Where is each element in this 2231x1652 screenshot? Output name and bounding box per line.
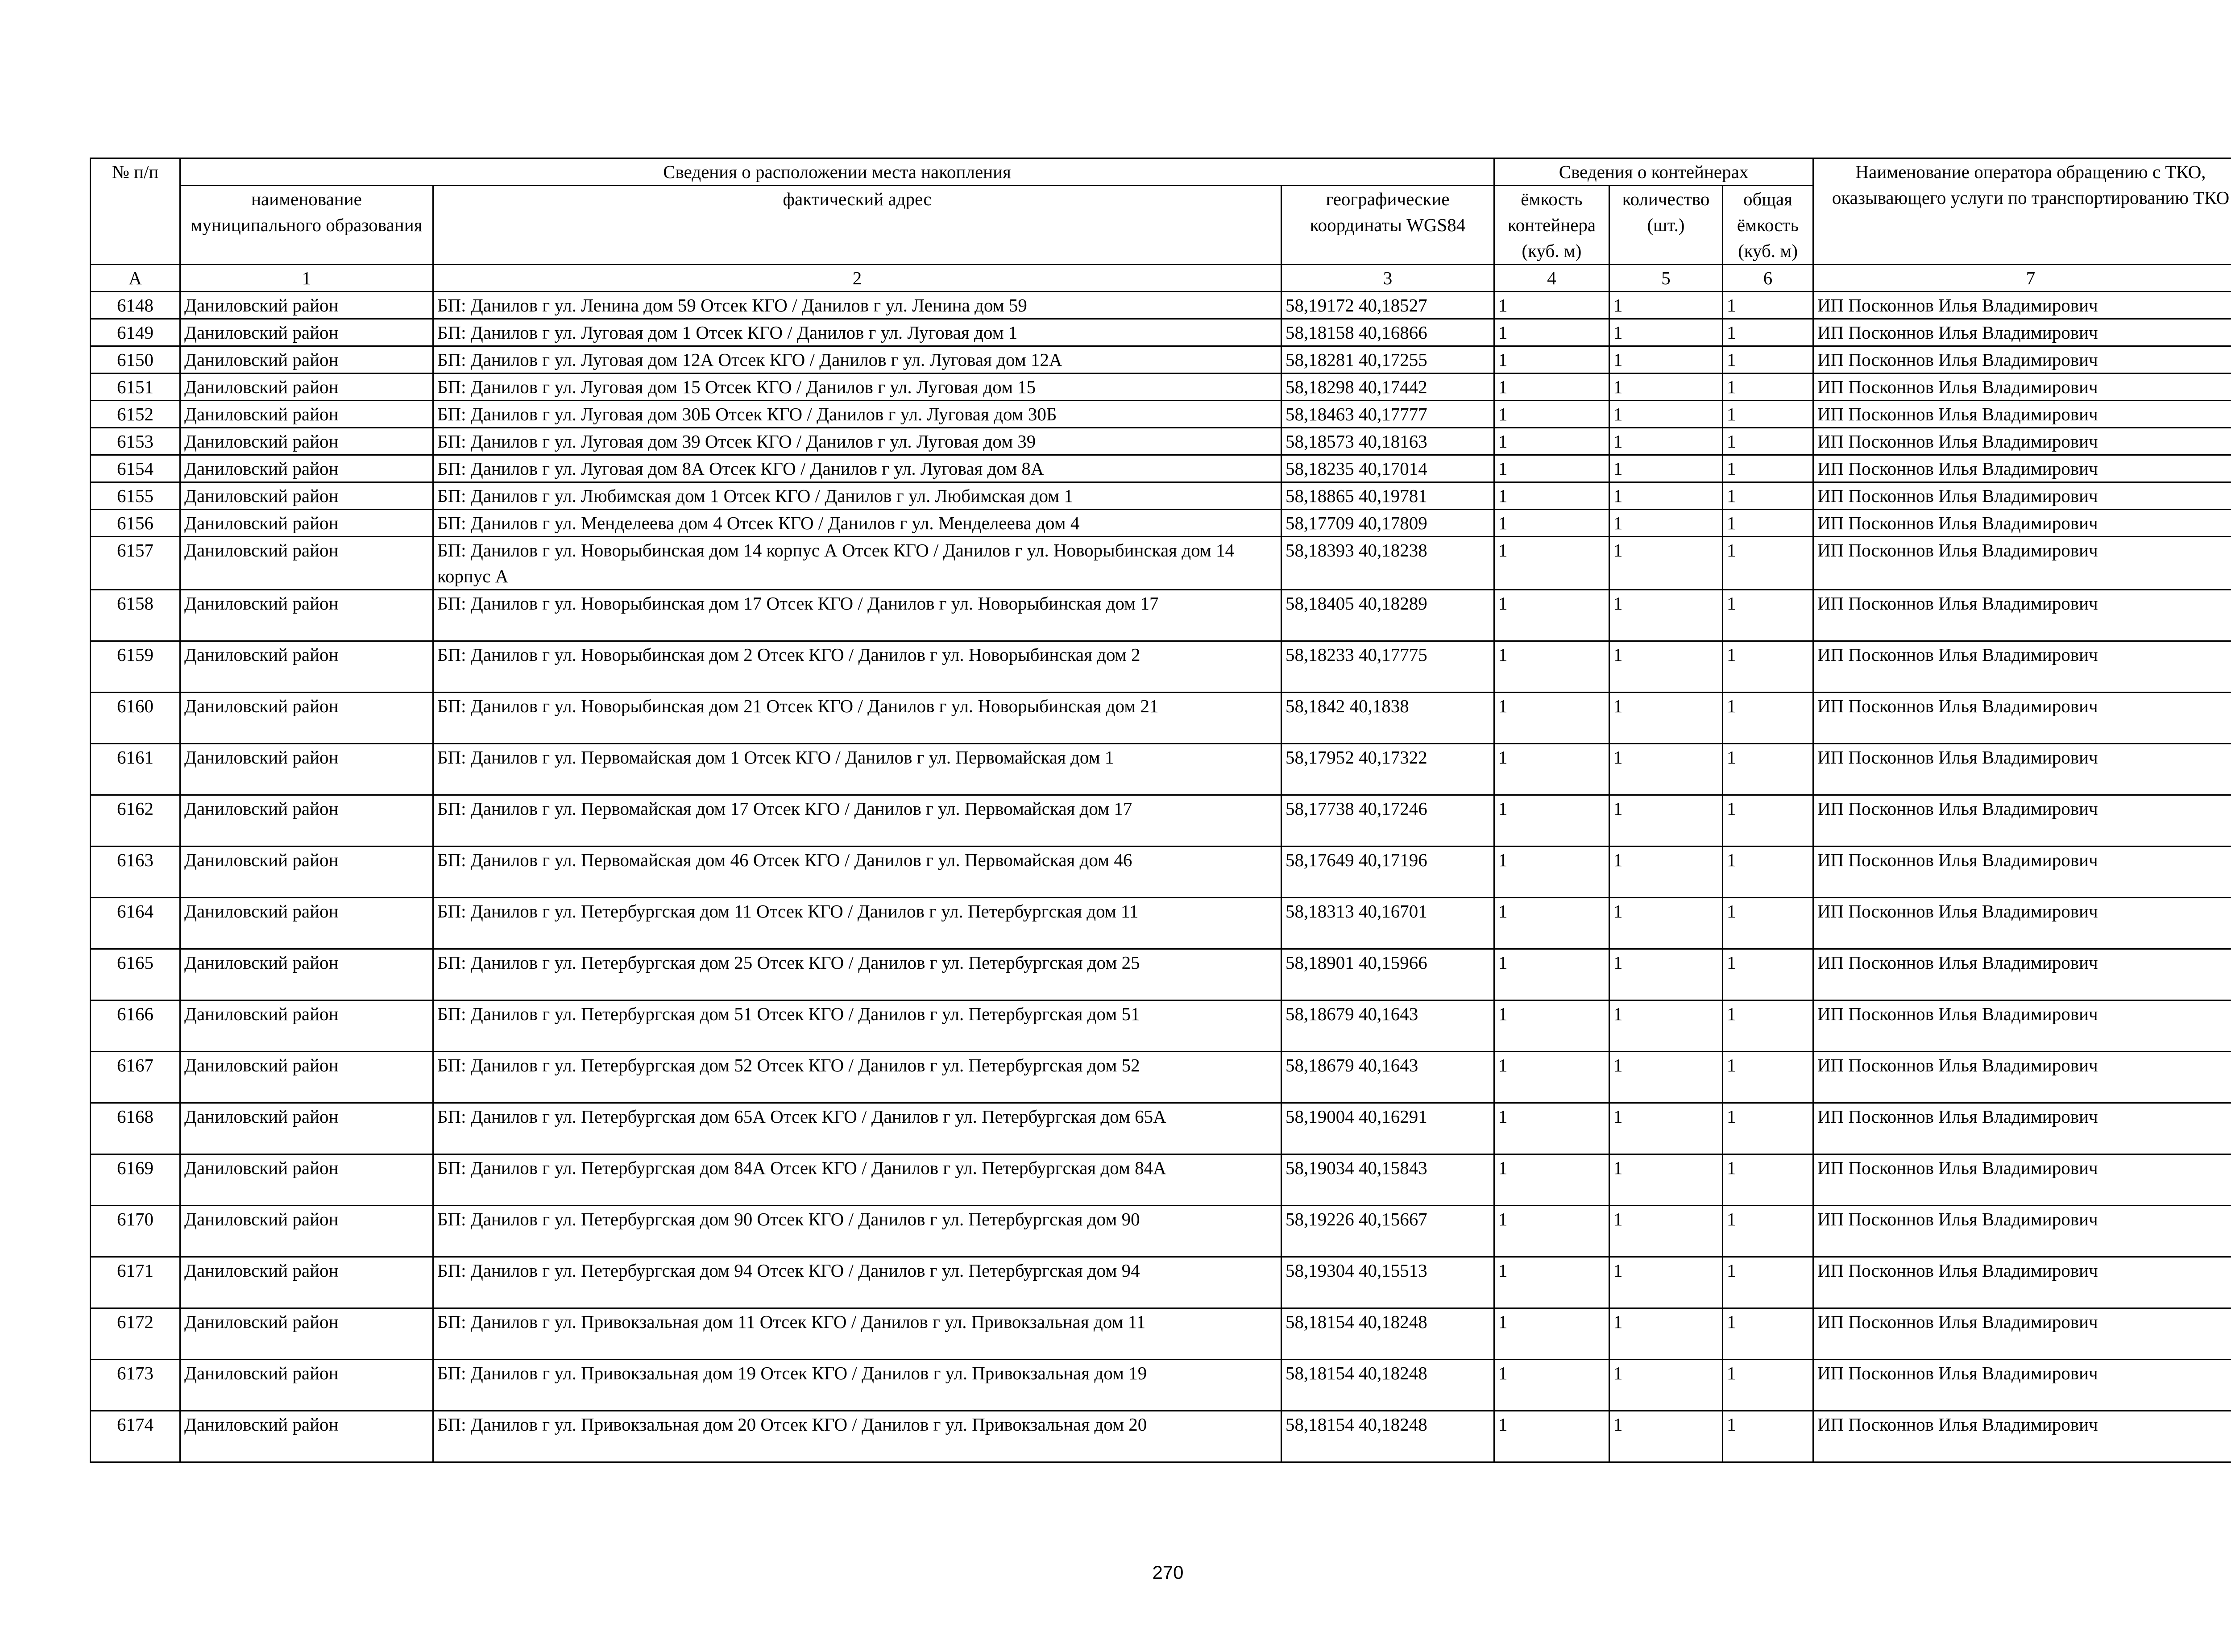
address-cell: БП: Данилов г ул. Привокзальная дом 20 Отсек КГО / Данилов г ул. Привокзальная дом 20 [433, 1411, 1281, 1462]
column-index: 6 [1723, 265, 1813, 292]
total-cell: 1 [1723, 949, 1813, 1000]
table-row [91, 1360, 2231, 1411]
total-cell: 1 [1723, 1411, 1813, 1462]
operator-cell: ИП Посконнов Илья Владимирович [1813, 1154, 2231, 1206]
municipality-cell: Даниловский район [180, 1308, 433, 1360]
total-cell: 1 [1723, 292, 1813, 319]
address-cell: БП: Данилов г ул. Первомайская дом 17 Отсек КГО / Данилов г ул. Первомайская дом 17 [433, 795, 1281, 847]
registry-table [90, 158, 2231, 1463]
municipality-cell: Даниловский район [180, 455, 433, 482]
coords-cell: 58,18154 40,18248 [1281, 1411, 1494, 1462]
total-cell: 1 [1723, 1103, 1813, 1154]
row-number: 6149 [91, 319, 180, 346]
address-cell: БП: Данилов г ул. Петербургская дом 11 Отсек КГО / Данилов г ул. Петербургская дом 11 [433, 898, 1281, 949]
coords-cell: 58,18865 40,19781 [1281, 482, 1494, 510]
total-cell: 1 [1723, 795, 1813, 847]
operator-cell: ИП Посконнов Илья Владимирович [1813, 455, 2231, 482]
coords-cell: 58,19034 40,15843 [1281, 1154, 1494, 1206]
table-row [91, 898, 2231, 949]
header-capacity: ёмкость контейнера (куб. м) [1494, 186, 1609, 265]
operator-cell: ИП Посконнов Илья Владимирович [1813, 1052, 2231, 1103]
table-row [91, 847, 2231, 898]
table-row [91, 1052, 2231, 1103]
row-number: 6169 [91, 1154, 180, 1206]
capacity-cell: 1 [1494, 744, 1609, 795]
capacity-cell: 1 [1494, 693, 1609, 744]
municipality-cell: Даниловский район [180, 641, 433, 693]
capacity-cell: 1 [1494, 319, 1609, 346]
address-cell: БП: Данилов г ул. Петербургская дом 84А Отсек КГО / Данилов г ул. Петербургская дом 84А [433, 1154, 1281, 1206]
row-number: 6173 [91, 1360, 180, 1411]
capacity-cell: 1 [1494, 949, 1609, 1000]
capacity-cell: 1 [1494, 1000, 1609, 1052]
count-cell: 1 [1609, 1206, 1723, 1257]
total-cell: 1 [1723, 1360, 1813, 1411]
operator-cell: ИП Посконнов Илья Владимирович [1813, 744, 2231, 795]
coords-cell: 58,18405 40,18289 [1281, 590, 1494, 641]
coords-cell: 58,17709 40,17809 [1281, 510, 1494, 537]
address-cell: БП: Данилов г ул. Ленина дом 59 Отсек КГО / Данилов г ул. Ленина дом 59 [433, 292, 1281, 319]
row-number: 6172 [91, 1308, 180, 1360]
total-cell: 1 [1723, 510, 1813, 537]
row-number: 6171 [91, 1257, 180, 1308]
row-number: 6152 [91, 401, 180, 428]
count-cell: 1 [1609, 537, 1723, 590]
column-index: 4 [1494, 265, 1609, 292]
address-cell: БП: Данилов г ул. Новорыбинская дом 14 корпус А Отсек КГО / Данилов г ул. Новорыбинская дом 14 корпус А [433, 537, 1281, 590]
count-cell: 1 [1609, 1000, 1723, 1052]
municipality-cell: Даниловский район [180, 1206, 433, 1257]
row-number: 6157 [91, 537, 180, 590]
total-cell: 1 [1723, 847, 1813, 898]
operator-cell: ИП Посконнов Илья Владимирович [1813, 428, 2231, 455]
operator-cell: ИП Посконнов Илья Владимирович [1813, 292, 2231, 319]
row-number: 6163 [91, 847, 180, 898]
capacity-cell: 1 [1494, 1206, 1609, 1257]
capacity-cell: 1 [1494, 455, 1609, 482]
operator-cell: ИП Посконнов Илья Владимирович [1813, 1257, 2231, 1308]
table-row [91, 1411, 2231, 1462]
address-cell: БП: Данилов г ул. Луговая дом 39 Отсек КГО / Данилов г ул. Луговая дом 39 [433, 428, 1281, 455]
capacity-cell: 1 [1494, 1154, 1609, 1206]
coords-cell: 58,18313 40,16701 [1281, 898, 1494, 949]
operator-cell: ИП Посконнов Илья Владимирович [1813, 510, 2231, 537]
coords-cell: 58,18393 40,18238 [1281, 537, 1494, 590]
total-cell: 1 [1723, 693, 1813, 744]
row-number: 6154 [91, 455, 180, 482]
count-cell: 1 [1609, 401, 1723, 428]
capacity-cell: 1 [1494, 1257, 1609, 1308]
row-number: 6156 [91, 510, 180, 537]
municipality-cell: Даниловский район [180, 1052, 433, 1103]
header-count: количество (шт.) [1609, 186, 1723, 265]
capacity-cell: 1 [1494, 1411, 1609, 1462]
operator-cell: ИП Посконнов Илья Владимирович [1813, 1206, 2231, 1257]
operator-cell: ИП Посконнов Илья Владимирович [1813, 641, 2231, 693]
municipality-cell: Даниловский район [180, 949, 433, 1000]
count-cell: 1 [1609, 1360, 1723, 1411]
operator-cell: ИП Посконнов Илья Владимирович [1813, 1103, 2231, 1154]
row-number: 6150 [91, 346, 180, 374]
row-number: 6162 [91, 795, 180, 847]
municipality-cell: Даниловский район [180, 1000, 433, 1052]
count-cell: 1 [1609, 510, 1723, 537]
municipality-cell: Даниловский район [180, 292, 433, 319]
row-number: 6166 [91, 1000, 180, 1052]
total-cell: 1 [1723, 482, 1813, 510]
address-cell: БП: Данилов г ул. Луговая дом 30Б Отсек КГО / Данилов г ул. Луговая дом 30Б [433, 401, 1281, 428]
total-cell: 1 [1723, 1206, 1813, 1257]
operator-cell: ИП Посконнов Илья Владимирович [1813, 482, 2231, 510]
address-cell: БП: Данилов г ул. Луговая дом 15 Отсек КГО / Данилов г ул. Луговая дом 15 [433, 374, 1281, 401]
count-cell: 1 [1609, 1052, 1723, 1103]
address-cell: БП: Данилов г ул. Любимская дом 1 Отсек КГО / Данилов г ул. Любимская дом 1 [433, 482, 1281, 510]
coords-cell: 58,17649 40,17196 [1281, 847, 1494, 898]
count-cell: 1 [1609, 898, 1723, 949]
table-row [91, 744, 2231, 795]
operator-cell: ИП Посконнов Илья Владимирович [1813, 346, 2231, 374]
total-cell: 1 [1723, 1308, 1813, 1360]
municipality-cell: Даниловский район [180, 319, 433, 346]
total-cell: 1 [1723, 537, 1813, 590]
municipality-cell: Даниловский район [180, 374, 433, 401]
header-total: общая ёмкость (куб. м) [1723, 186, 1813, 265]
table-row [91, 374, 2231, 401]
coords-cell: 58,18281 40,17255 [1281, 346, 1494, 374]
count-cell: 1 [1609, 1154, 1723, 1206]
count-cell: 1 [1609, 795, 1723, 847]
operator-cell: ИП Посконнов Илья Владимирович [1813, 590, 2231, 641]
coords-cell: 58,18679 40,1643 [1281, 1052, 1494, 1103]
capacity-cell: 1 [1494, 641, 1609, 693]
table-row [91, 1000, 2231, 1052]
address-cell: БП: Данилов г ул. Привокзальная дом 11 Отсек КГО / Данилов г ул. Привокзальная дом 11 [433, 1308, 1281, 1360]
capacity-cell: 1 [1494, 1360, 1609, 1411]
operator-cell: ИП Посконнов Илья Владимирович [1813, 1308, 2231, 1360]
count-cell: 1 [1609, 1257, 1723, 1308]
operator-cell: ИП Посконнов Илья Владимирович [1813, 1000, 2231, 1052]
capacity-cell: 1 [1494, 898, 1609, 949]
municipality-cell: Даниловский район [180, 744, 433, 795]
count-cell: 1 [1609, 693, 1723, 744]
municipality-cell: Даниловский район [180, 537, 433, 590]
coords-cell: 58,18298 40,17442 [1281, 374, 1494, 401]
header-num: № п/п [91, 158, 180, 265]
municipality-cell: Даниловский район [180, 847, 433, 898]
municipality-cell: Даниловский район [180, 1257, 433, 1308]
address-cell: БП: Данилов г ул. Луговая дом 8А Отсек КГО / Данилов г ул. Луговая дом 8А [433, 455, 1281, 482]
coords-cell: 58,17738 40,17246 [1281, 795, 1494, 847]
table-row [91, 346, 2231, 374]
header-coords: географические координаты WGS84 [1281, 186, 1494, 265]
table-body [91, 292, 2231, 1462]
operator-cell: ИП Посконнов Илья Владимирович [1813, 795, 2231, 847]
row-number: 6148 [91, 292, 180, 319]
row-number: 6170 [91, 1206, 180, 1257]
operator-cell: ИП Посконнов Илья Владимирович [1813, 401, 2231, 428]
table-row [91, 1103, 2231, 1154]
capacity-cell: 1 [1494, 1308, 1609, 1360]
total-cell: 1 [1723, 1052, 1813, 1103]
capacity-cell: 1 [1494, 1052, 1609, 1103]
total-cell: 1 [1723, 898, 1813, 949]
total-cell: 1 [1723, 641, 1813, 693]
coords-cell: 58,19304 40,15513 [1281, 1257, 1494, 1308]
municipality-cell: Даниловский район [180, 482, 433, 510]
total-cell: 1 [1723, 319, 1813, 346]
address-cell: БП: Данилов г ул. Луговая дом 12А Отсек КГО / Данилов г ул. Луговая дом 12А [433, 346, 1281, 374]
count-cell: 1 [1609, 292, 1723, 319]
row-number: 6159 [91, 641, 180, 693]
count-cell: 1 [1609, 455, 1723, 482]
municipality-cell: Даниловский район [180, 510, 433, 537]
total-cell: 1 [1723, 744, 1813, 795]
count-cell: 1 [1609, 374, 1723, 401]
operator-cell: ИП Посконнов Илья Владимирович [1813, 693, 2231, 744]
address-cell: БП: Данилов г ул. Менделеева дом 4 Отсек КГО / Данилов г ул. Менделеева дом 4 [433, 510, 1281, 537]
row-number: 6153 [91, 428, 180, 455]
header-operator: Наименование оператора обращению с ТКО, оказывающего услуги по транспортированию ТКО [1813, 158, 2231, 265]
column-index: 3 [1281, 265, 1494, 292]
capacity-cell: 1 [1494, 428, 1609, 455]
capacity-cell: 1 [1494, 590, 1609, 641]
table-row [91, 641, 2231, 693]
municipality-cell: Даниловский район [180, 795, 433, 847]
coords-cell: 58,18154 40,18248 [1281, 1360, 1494, 1411]
coords-cell: 58,18463 40,17777 [1281, 401, 1494, 428]
row-number: 6164 [91, 898, 180, 949]
count-cell: 1 [1609, 1411, 1723, 1462]
coords-cell: 58,18158 40,16866 [1281, 319, 1494, 346]
count-cell: 1 [1609, 847, 1723, 898]
count-cell: 1 [1609, 319, 1723, 346]
column-index: 1 [180, 265, 433, 292]
row-number: 6161 [91, 744, 180, 795]
table-row [91, 1154, 2231, 1206]
operator-cell: ИП Посконнов Илья Владимирович [1813, 1411, 2231, 1462]
count-cell: 1 [1609, 1103, 1723, 1154]
coords-cell: 58,18573 40,18163 [1281, 428, 1494, 455]
operator-cell: ИП Посконнов Илья Владимирович [1813, 319, 2231, 346]
total-cell: 1 [1723, 455, 1813, 482]
column-index-row [91, 265, 2231, 292]
table-row [91, 510, 2231, 537]
table-row [91, 1206, 2231, 1257]
row-number: 6160 [91, 693, 180, 744]
address-cell: БП: Данилов г ул. Петербургская дом 65А Отсек КГО / Данилов г ул. Петербургская дом 65А [433, 1103, 1281, 1154]
municipality-cell: Даниловский район [180, 1154, 433, 1206]
operator-cell: ИП Посконнов Илья Владимирович [1813, 374, 2231, 401]
row-number: 6174 [91, 1411, 180, 1462]
coords-cell: 58,17952 40,17322 [1281, 744, 1494, 795]
address-cell: БП: Данилов г ул. Петербургская дом 25 Отсек КГО / Данилов г ул. Петербургская дом 25 [433, 949, 1281, 1000]
operator-cell: ИП Посконнов Илья Владимирович [1813, 898, 2231, 949]
operator-cell: ИП Посконнов Илья Владимирович [1813, 847, 2231, 898]
total-cell: 1 [1723, 590, 1813, 641]
coords-cell: 58,18901 40,15966 [1281, 949, 1494, 1000]
capacity-cell: 1 [1494, 346, 1609, 374]
table-row [91, 1308, 2231, 1360]
municipality-cell: Даниловский район [180, 693, 433, 744]
coords-cell: 58,1842 40,1838 [1281, 693, 1494, 744]
total-cell: 1 [1723, 374, 1813, 401]
table-row [91, 482, 2231, 510]
total-cell: 1 [1723, 1154, 1813, 1206]
municipality-cell: Даниловский район [180, 898, 433, 949]
capacity-cell: 1 [1494, 482, 1609, 510]
coords-cell: 58,18233 40,17775 [1281, 641, 1494, 693]
operator-cell: ИП Посконнов Илья Владимирович [1813, 537, 2231, 590]
count-cell: 1 [1609, 428, 1723, 455]
column-index: 5 [1609, 265, 1723, 292]
address-cell: БП: Данилов г ул. Петербургская дом 51 Отсек КГО / Данилов г ул. Петербургская дом 51 [433, 1000, 1281, 1052]
coords-cell: 58,18679 40,1643 [1281, 1000, 1494, 1052]
row-number: 6158 [91, 590, 180, 641]
total-cell: 1 [1723, 428, 1813, 455]
address-cell: БП: Данилов г ул. Петербургская дом 90 Отсек КГО / Данилов г ул. Петербургская дом 90 [433, 1206, 1281, 1257]
municipality-cell: Даниловский район [180, 346, 433, 374]
count-cell: 1 [1609, 744, 1723, 795]
table-row [91, 1257, 2231, 1308]
header-address: фактический адрес [433, 186, 1281, 265]
municipality-cell: Даниловский район [180, 1103, 433, 1154]
header-municipality: наименование муниципального образования [180, 186, 433, 265]
capacity-cell: 1 [1494, 292, 1609, 319]
municipality-cell: Даниловский район [180, 590, 433, 641]
coords-cell: 58,18235 40,17014 [1281, 455, 1494, 482]
table-row [91, 795, 2231, 847]
address-cell: БП: Данилов г ул. Луговая дом 1 Отсек КГО / Данилов г ул. Луговая дом 1 [433, 319, 1281, 346]
row-number: 6151 [91, 374, 180, 401]
column-index: 2 [433, 265, 1281, 292]
address-cell: БП: Данилов г ул. Петербургская дом 52 Отсек КГО / Данилов г ул. Петербургская дом 52 [433, 1052, 1281, 1103]
table-row [91, 319, 2231, 346]
coords-cell: 58,19172 40,18527 [1281, 292, 1494, 319]
address-cell: БП: Данилов г ул. Новорыбинская дом 17 Отсек КГО / Данилов г ул. Новорыбинская дом 17 [433, 590, 1281, 641]
column-index: 7 [1813, 265, 2231, 292]
table-row [91, 401, 2231, 428]
municipality-cell: Даниловский район [180, 1411, 433, 1462]
capacity-cell: 1 [1494, 847, 1609, 898]
table-row [91, 292, 2231, 319]
address-cell: БП: Данилов г ул. Новорыбинская дом 2 Отсек КГО / Данилов г ул. Новорыбинская дом 2 [433, 641, 1281, 693]
municipality-cell: Даниловский район [180, 1360, 433, 1411]
table-row [91, 455, 2231, 482]
address-cell: БП: Данилов г ул. Петербургская дом 94 Отсек КГО / Данилов г ул. Петербургская дом 94 [433, 1257, 1281, 1308]
operator-cell: ИП Посконнов Илья Владимирович [1813, 949, 2231, 1000]
count-cell: 1 [1609, 949, 1723, 1000]
header-location-group: Сведения о расположении места накопления [180, 158, 1494, 186]
address-cell: БП: Данилов г ул. Привокзальная дом 19 Отсек КГО / Данилов г ул. Привокзальная дом 19 [433, 1360, 1281, 1411]
table-row [91, 590, 2231, 641]
table-row [91, 428, 2231, 455]
coords-cell: 58,18154 40,18248 [1281, 1308, 1494, 1360]
row-number: 6155 [91, 482, 180, 510]
count-cell: 1 [1609, 641, 1723, 693]
count-cell: 1 [1609, 1308, 1723, 1360]
coords-cell: 58,19004 40,16291 [1281, 1103, 1494, 1154]
total-cell: 1 [1723, 346, 1813, 374]
operator-cell: ИП Посконнов Илья Владимирович [1813, 1360, 2231, 1411]
table-row [91, 949, 2231, 1000]
address-cell: БП: Данилов г ул. Первомайская дом 46 Отсек КГО / Данилов г ул. Первомайская дом 46 [433, 847, 1281, 898]
capacity-cell: 1 [1494, 510, 1609, 537]
table-row [91, 693, 2231, 744]
capacity-cell: 1 [1494, 374, 1609, 401]
municipality-cell: Даниловский район [180, 401, 433, 428]
capacity-cell: 1 [1494, 537, 1609, 590]
capacity-cell: 1 [1494, 795, 1609, 847]
count-cell: 1 [1609, 590, 1723, 641]
count-cell: 1 [1609, 346, 1723, 374]
capacity-cell: 1 [1494, 401, 1609, 428]
column-index: А [91, 265, 180, 292]
row-number: 6165 [91, 949, 180, 1000]
total-cell: 1 [1723, 401, 1813, 428]
page-number: 270 [1152, 1562, 1184, 1583]
row-number: 6167 [91, 1052, 180, 1103]
total-cell: 1 [1723, 1257, 1813, 1308]
count-cell: 1 [1609, 482, 1723, 510]
table-row [91, 537, 2231, 590]
row-number: 6168 [91, 1103, 180, 1154]
header-row-1 [91, 158, 2231, 186]
total-cell: 1 [1723, 1000, 1813, 1052]
address-cell: БП: Данилов г ул. Первомайская дом 1 Отсек КГО / Данилов г ул. Первомайская дом 1 [433, 744, 1281, 795]
municipality-cell: Даниловский район [180, 428, 433, 455]
address-cell: БП: Данилов г ул. Новорыбинская дом 21 Отсек КГО / Данилов г ул. Новорыбинская дом 21 [433, 693, 1281, 744]
coords-cell: 58,19226 40,15667 [1281, 1206, 1494, 1257]
capacity-cell: 1 [1494, 1103, 1609, 1154]
header-containers-group: Сведения о контейнерах [1494, 158, 1813, 186]
